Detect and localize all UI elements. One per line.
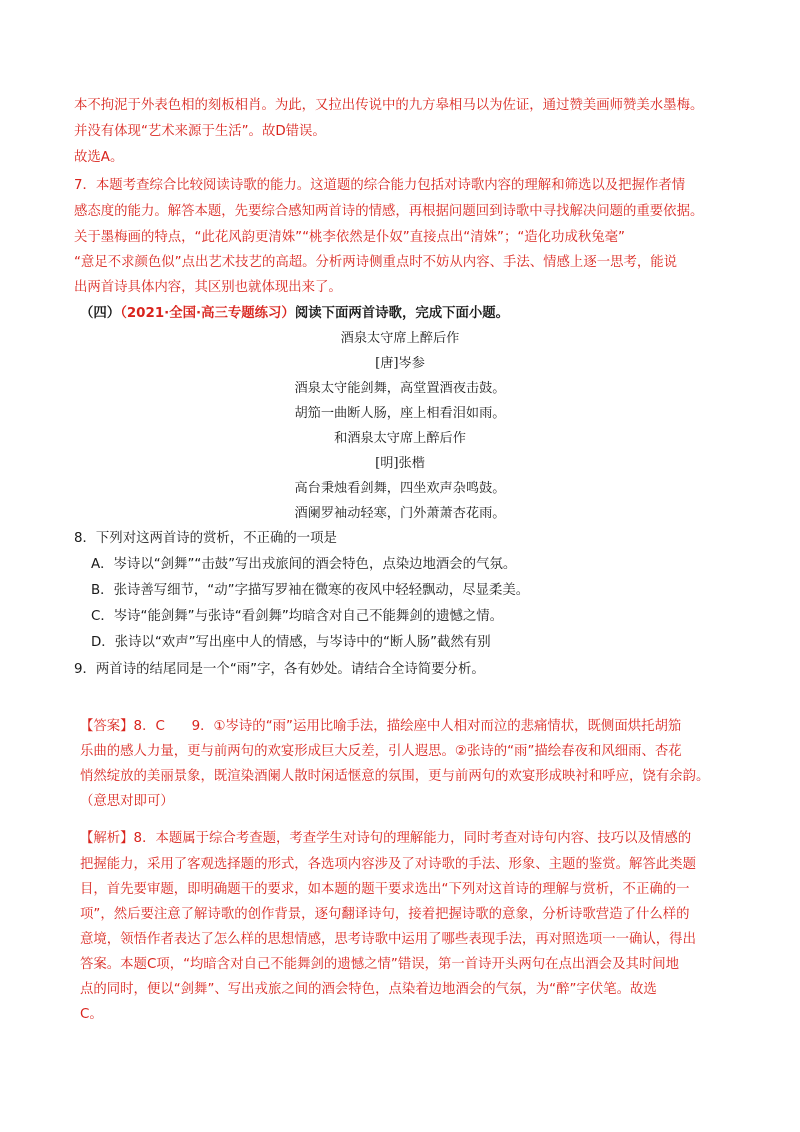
poem2-title: 和酒泉太守席上醉后作 bbox=[334, 431, 466, 446]
poem2-line: 高台秉烛看剑舞，四坐欢声杂鸣鼓。 bbox=[294, 481, 506, 496]
poem1-author: [唐]岑参 bbox=[375, 356, 425, 371]
q7-analysis-line: 出两首诗具体内容，其区别也就体现出来了。 bbox=[74, 280, 342, 295]
analysis-line: 答案。本题C项，“均暗含对自己不能舞剑的遗憾之情”错误，第一首诗开头两句在点出酒会及其时间地 bbox=[80, 957, 680, 972]
section-instruction: 阅读下面两首诗歌，完成下面小题。 bbox=[294, 306, 510, 321]
q8-option-b: B．张诗善写细节，“动”字描写罗袖在微寒的夜风中轻轻飘动，尽显柔美。 bbox=[91, 583, 530, 598]
analysis-line: 意境，领悟作者表达了怎么样的思想情感，思考诗歌中运用了哪些表现手法，再对照选项一一确认，得出 bbox=[80, 932, 696, 947]
answer-line: （意思对即可） bbox=[80, 794, 174, 809]
analysis-line: 把握能力，采用了客观选择题的形式，各选项内容涉及了对诗歌的手法、形象、主题的鉴赏。解答此类题 bbox=[80, 857, 696, 872]
poem1-title: 酒泉太守席上醉后作 bbox=[340, 331, 460, 346]
analysis-prev-line: 本不拘泥于外表色相的刻板相肖。为此，又拉出传说中的九方皋相马以为佐证，通过赞美画师赞美水墨梅。 bbox=[74, 98, 704, 113]
q8-stem: 8．下列对这两首诗的赏析，不正确的一项是 bbox=[74, 531, 337, 546]
section-source: （2021·全国·高三专题练习） bbox=[120, 306, 295, 321]
q9-stem: 9．两首诗的结尾同是一个“雨”字，各有妙处。请结合全诗简要分析。 bbox=[74, 662, 485, 677]
poem1-line: 胡笳一曲断人肠，座上相看泪如雨。 bbox=[294, 406, 506, 421]
q8-option-a: A．岑诗以“剑舞”“击鼓”写出戎旅间的酒会特色，点染边地酒会的气氛。 bbox=[91, 557, 517, 572]
section-number: （四） bbox=[80, 306, 121, 321]
q7-analysis-line: 7．本题考查综合比较阅读诗歌的能力。这道题的综合能力包括对诗歌内容的理解和筛选以及把握作者情 bbox=[74, 178, 686, 193]
q8-option-d: D．张诗以“欢声”写出座中人的情感，与岑诗中的“断人肠”截然有别 bbox=[91, 635, 491, 650]
q8-option-c: C．岑诗“能剑舞”与张诗“看剑舞”均暗含对自己不能舞剑的遗憾之情。 bbox=[91, 609, 504, 624]
analysis-prev-line: 并没有体现“艺术来源于生活”。故D错误。 bbox=[74, 124, 326, 139]
poem2-author: [明]张楷 bbox=[375, 456, 425, 471]
analysis-line: 目，首先要审题，即明确题干的要求，如本题的题干要求选出“下列对这首诗的理解与赏析，不正确的一 bbox=[80, 882, 690, 897]
q7-analysis-line: 关于墨梅画的特点，“此花风韵更清姝”“桃李依然是仆奴”直接点出“清姝”；“造化功成秋兔毫” bbox=[74, 230, 625, 245]
q7-analysis-line: 感态度的能力。解答本题，先要综合感知两首诗的情感，再根据问题回到诗歌中寻找解决问题的重要依据。 bbox=[74, 204, 704, 219]
section-heading bbox=[80, 304, 509, 324]
analysis-line: 项”，然后要注意了解诗歌的创作背景，逐句翻译诗句，接着把握诗歌的意象，分析诗歌营造了什么样的 bbox=[80, 907, 690, 922]
analysis-prev-line: 故选A。 bbox=[74, 150, 124, 165]
poem2-line: 酒阑罗袖动轻寒，门外萧萧杏花雨。 bbox=[294, 506, 506, 521]
answer-line: 【答案】8．C 9．①岑诗的“雨”运用比喻手法，描绘座中人相对而泣的悲痛情状，既侧面烘托胡笳 bbox=[80, 719, 682, 734]
analysis-line: C。 bbox=[80, 1007, 103, 1022]
analysis-line: 点的同时，便以“剑舞”、写出戎旅之间的酒会特色，点染着边地酒会的气氛，为“醉”字伏笔。故选 bbox=[80, 982, 657, 997]
answer-line: 乐曲的感人力量，更与前两句的欢宴形成巨大反差，引人遐思。②张诗的“雨”描绘春夜和风细雨、杏花 bbox=[80, 744, 682, 759]
poem1-line: 酒泉太守能剑舞，高堂置酒夜击鼓。 bbox=[294, 381, 506, 396]
q7-analysis-line: “意足不求颜色似”点出艺术技艺的高超。分析两诗侧重点时不妨从内容、手法、情感上逐一思考，能说 bbox=[74, 255, 678, 270]
analysis-line: 【解析】8．本题属于综合考查题，考查学生对诗句的理解能力，同时考查对诗句内容、技巧以及情感的 bbox=[80, 831, 692, 846]
answer-line: 悄然绽放的美丽景象，既渲染酒阑人散时闲适惬意的氛围，更与前两句的欢宴形成映衬和呼应，饶有余韵。 bbox=[80, 769, 710, 784]
